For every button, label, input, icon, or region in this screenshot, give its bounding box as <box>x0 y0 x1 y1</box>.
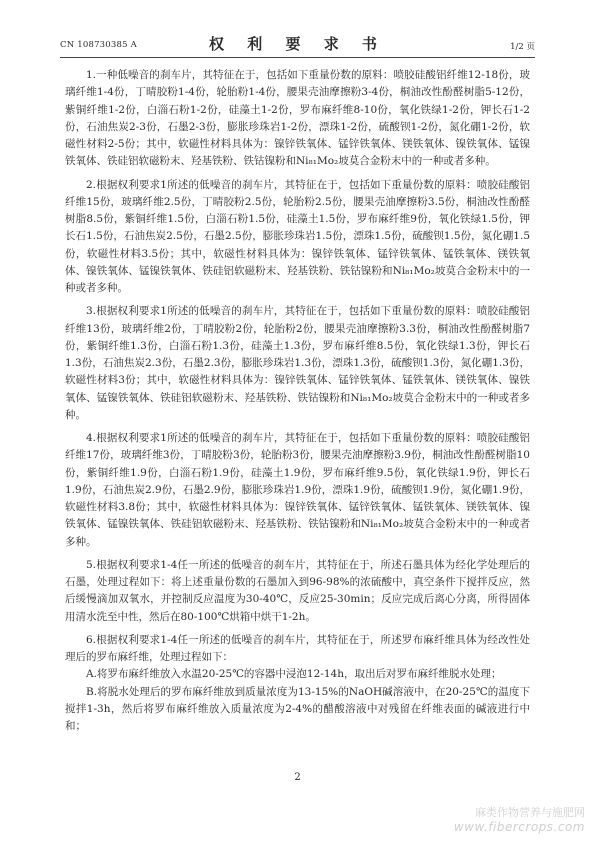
claim-6-step-a: A.将罗布麻纤维放入水温20-25℃的容器中浸泡12-14h，取出后对罗布麻纤维脱水处理； <box>86 668 502 681</box>
publication-number: CN 108730385 A <box>60 40 137 50</box>
claim-6-step-b: B.将脱水处理后的罗布麻纤维放到质量浓度为13-15%的NaOH碱溶液中，在20-25℃的温度下搅拌1-3h，然后将罗布麻纤维放入质量浓度为2-4%的醋酸溶液中对残留在纤维表面的碱液进行中和； <box>65 685 530 732</box>
page-of-indicator: 1/2 页 <box>510 42 535 52</box>
claim-4: 4.根据权利要求1所述的低噪音的刹车片，其特征在于，包括如下重量份数的原料：喷胶硅酸铝纤维17份，玻璃纤维3份，丁晴胶粉3份，轮胎粉3份，腰果壳油摩擦粉3.9份，桐油改性酚醛树脂10份，紫铜纤维1.9份，白淄石粉1.9份，硅藻土1.9份，罗布麻纤维9.5份，氧化铁绿1.9份，钾长石1.9份，石油焦炭2.9份，石墨2.9份，膨胀珍珠岩1.9份，漂珠1.9份，硫酸钡1.9份，氮化硼1.9份，软磁性材料3.8份；其中，软磁性材料具体为：镍锌铁氧体、锰锌铁氧体、锰铁氧体、镁铁氧体、镍铁氧体、锰镍铁氧体、铁硅铝软磁粉末、羟基铁粉、铁钴镍粉和Ni₈₁Mo₂坡莫合金粉末中的一种或者多种。 <box>65 432 530 548</box>
header-divider <box>60 57 535 58</box>
document-title: 权 利 要 求 书 <box>209 35 386 53</box>
claim-5: 5.根据权利要求1-4任一所述的低噪音的刹车片，其特征在于，所述石墨具体为经化学处理后的石墨，处理过程如下：将上述重量份数的石墨加入到96-98%的浓硫酸中，真空条件下搅拌反应，然后缓慢滴加双氧水，并控制反应温度为30-40℃，反应25-30min；反应完成后离心分离，所得固体用清水洗至中性，然后在80-100℃烘箱中烘干1-2h。 <box>65 558 530 623</box>
watermark-site-name: 麻类作物营养与施肥网 <box>475 806 585 819</box>
claim-6: 6.根据权利要求1-4任一所述的低噪音的刹车片，其特征在于，所述罗布麻纤维具体为经改性处理后的罗布麻纤维，处理过程如下： <box>65 633 530 663</box>
document-header <box>60 33 535 53</box>
claim-3: 3.根据权利要求1所述的低噪音的刹车片，其特征在于，包括如下重量份数的原料：喷胶硅酸铝纤维13份，玻璃纤维2份，丁晴胶粉2份，轮胎粉2份，腰果壳油摩擦粉3.3份，桐油改性酚醛树脂7份，紫铜纤维1.3份，白淄石粉1.3份，硅藻土1.3份，罗布麻纤维8.5份，氧化铁绿1.3份，钾长石1.3份，石油焦炭2.3份，石墨2.3份，膨胀珍珠岩1.3份，漂珠1.3份，硫酸钡1.3份，氮化硼1.3份，软磁性材料3份；其中，软磁性材料具体为：镍锌铁氧体、锰锌铁氧体、锰铁氧体、镁铁氧体、镍铁氧体、锰镍铁氧体、铁硅铝软磁粉末、羟基铁粉、铁钴镍粉和Ni₈₁Mo₂坡莫合金粉末中的一种或者多种。 <box>65 305 530 421</box>
page-number: 2 <box>294 772 301 783</box>
claims-body <box>65 67 530 735</box>
claim-1: 1.一种低噪音的刹车片，其特征在于，包括如下重量份数的原料：喷胶硅酸铝纤维12-18份，玻璃纤维1-4份，丁晴胶粉1-4份，轮胎粉1-4份，腰果壳油摩擦粉3-4份，桐油改性酚醛树脂5-12份，紫铜纤维1-2份，白淄石粉1-2份，硅藻土1-2份，罗布麻纤维8-10份，氧化铁绿1-2份，钾长石1-2份，石油焦炭2-3份，石墨2-3份，膨胀珍珠岩1-2份，漂珠1-2份，硫酸钡1-2份，氮化硼1-2份，软磁性材料2-5份；其中，软磁性材料具体为：镍锌铁氧体、锰锌铁氧体、镁铁氧体、镍铁氧体、锰镍铁氧体、铁硅铝软磁粉末、羟基铁粉、铁钴镍粉和Ni₈₁Mo₂坡莫合金粉末中的一种或者多种。 <box>65 69 530 168</box>
claim-2: 2.根据权利要求1所述的低噪音的刹车片，其特征在于，包括如下重量份数的原料：喷胶硅酸铝纤维15份，玻璃纤维2.5份，丁晴胶粉2.5份，轮胎粉2.5份，腰果壳油摩擦粉3.5份，桐油改性酚醛树脂8.5份，紫铜纤维1.5份，白淄石粉1.5份，硅藻土1.5份，罗布麻纤维9份，氧化铁绿1.5份，钾长石1.5份，石油焦炭2.5份，石墨2.5份，膨胀珍珠岩1.5份，漂珠1.5份，硫酸钡1.5份，氮化硼1.5份，软磁性材料3.5份；其中，软磁性材料具体为：镍锌铁氧体、锰锌铁氧体、锰铁氧体、镁铁氧体、镍铁氧体、锰镍铁氧体、铁硅铝软磁粉末、羟基铁粉、铁钴镍粉和Ni₈₁Mo₂坡莫合金粉末中的一种或者多种。 <box>65 178 530 294</box>
watermark-url: www.fibercrops.com <box>453 820 585 834</box>
site-watermark <box>454 806 585 834</box>
